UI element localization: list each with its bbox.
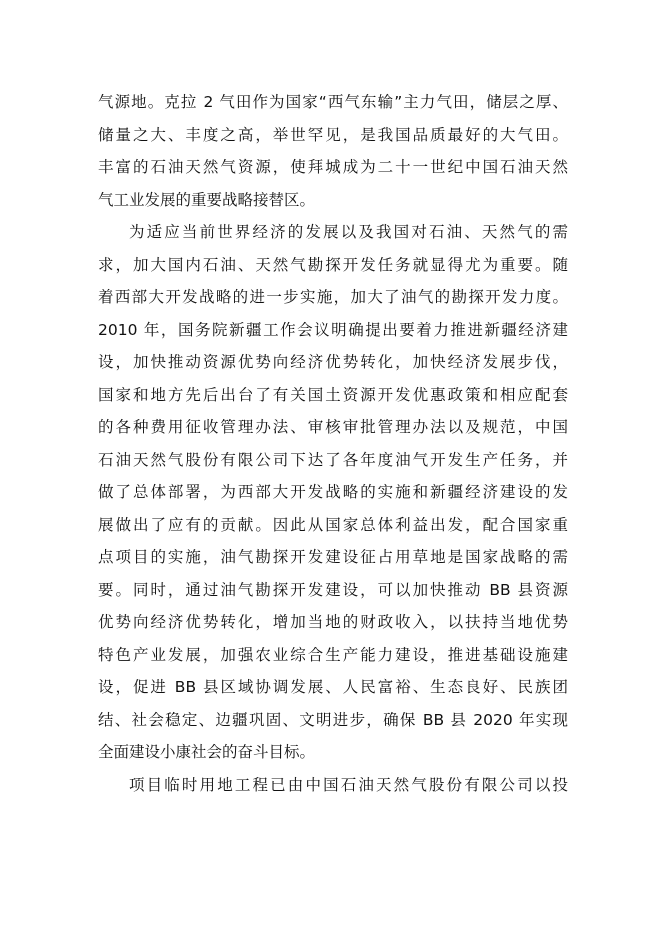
paragraph-1 xyxy=(98,86,568,216)
text-line: 要。同时，通过油气勘探开发建设，可以加快推动 BB 县资源 xyxy=(98,580,568,599)
text-line: 2010 年，国务院新疆工作会议明确提出要着力推进新疆经济建 xyxy=(98,320,568,339)
text-line: 优势向经济优势转化，增加当地的财政收入，以扶持当地优势 xyxy=(98,613,568,631)
text-line: 丰富的石油天然气资源，使拜城成为二十一世纪中国石油天然 xyxy=(98,158,568,176)
text-line: 设，促进 BB 县区域协调发展、人民富裕、生态良好、民族团 xyxy=(98,678,568,696)
text-line: 设，加快推动资源优势向经济优势转化，加快经济发展步伐， xyxy=(98,353,568,371)
text-line: 点项目的实施，油气勘探开发建设征占用草地是国家战略的需 xyxy=(98,548,568,566)
text-line: 项目临时用地工程已由中国石油天然气股份有限公司以投 xyxy=(129,775,568,794)
text-line: 做了总体部署，为西部大开发战略的实施和新疆经济建设的发 xyxy=(98,483,568,501)
text-line: 国家和地方先后出台了有关国土资源开发优惠政策和相应配套 xyxy=(98,385,568,404)
text-line: 储量之大、丰度之高，举世罕见，是我国品质最好的大气田。 xyxy=(98,125,568,144)
text-line: 全面建设小康社会的奋斗目标。 xyxy=(98,743,316,761)
text-line: 为适应当前世界经济的发展以及我国对石油、天然气的需 xyxy=(129,223,568,241)
paragraph-2 xyxy=(98,216,568,769)
document-body xyxy=(98,86,568,801)
text-line: 气源地。克拉 2 气田作为国家“西气东输”主力气田，储层之厚、 xyxy=(98,93,568,111)
text-line: 的各种费用征收管理办法、审核审批管理办法以及规范，中国 xyxy=(98,418,568,436)
text-line: 着西部大开发战略的进一步实施，加大了油气的勘探开发力度。 xyxy=(98,288,568,306)
text-line: 气工业发展的重要战略接替区。 xyxy=(98,190,316,209)
paragraph-3 xyxy=(98,769,568,802)
text-line: 石油天然气股份有限公司下达了各年度油气开发生产任务，并 xyxy=(98,450,568,469)
text-line: 展做出了应有的贡献。因此从国家总体利益出发，配合国家重 xyxy=(98,515,568,534)
text-line: 结、社会稳定、边疆巩固、文明进步，确保 BB 县 2020 年实现 xyxy=(98,710,568,729)
text-line: 特色产业发展，加强农业综合生产能力建设，推进基础设施建 xyxy=(98,645,568,664)
text-line: 求，加大国内石油、天然气勘探开发任务就显得尤为重要。随 xyxy=(98,255,568,274)
